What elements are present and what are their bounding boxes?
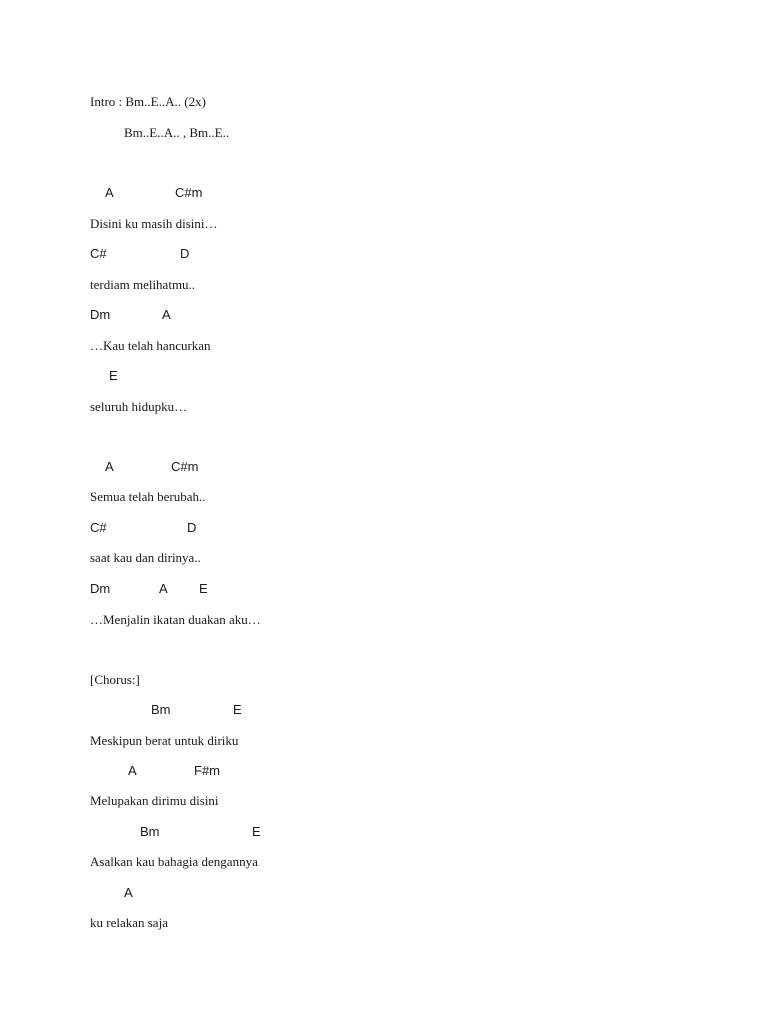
section-label-chorus: [Chorus:] [90, 672, 140, 687]
lyric-line: Disini ku masih disini… [90, 216, 218, 231]
chord: A [124, 885, 133, 900]
chord: D [180, 246, 190, 261]
lyric-line: seluruh hidupku… [90, 399, 188, 414]
lyric-line: Asalkan kau bahagia dengannya [90, 854, 258, 869]
chord: C#m [171, 459, 199, 474]
lyric-line: …Menjalin ikatan duakan aku… [90, 612, 261, 627]
chord: E [233, 702, 242, 717]
chord: A [105, 185, 114, 200]
chord: Bm [151, 702, 171, 717]
chord: A [105, 459, 114, 474]
lyric-line: saat kau dan dirinya.. [90, 550, 201, 565]
lyric-line: terdiam melihatmu.. [90, 277, 196, 292]
intro-line-2: Bm..E..A.. , Bm..E.. [124, 125, 230, 140]
lyric-line: …Kau telah hancurkan [90, 338, 211, 353]
chord: Dm [90, 581, 111, 596]
lyric-line: ku relakan saja [90, 915, 168, 930]
chord: A [159, 581, 168, 596]
chord: C#m [175, 185, 203, 200]
chord: D [187, 520, 197, 535]
chord: Bm [140, 824, 160, 839]
lyric-line: Melupakan dirimu disini [90, 793, 219, 808]
chord: E [199, 581, 208, 596]
intro-line: Intro : Bm..E..A.. (2x) [90, 94, 206, 109]
chord: F#m [194, 763, 220, 778]
chord: Dm [90, 307, 111, 322]
chord: A [128, 763, 137, 778]
lyric-line: Semua telah berubah.. [90, 489, 206, 504]
chord: C# [90, 520, 107, 535]
chord: E [252, 824, 261, 839]
lyric-line: Meskipun berat untuk diriku [90, 733, 239, 748]
chord: C# [90, 246, 107, 261]
chord: E [109, 368, 118, 383]
chord: A [162, 307, 171, 322]
